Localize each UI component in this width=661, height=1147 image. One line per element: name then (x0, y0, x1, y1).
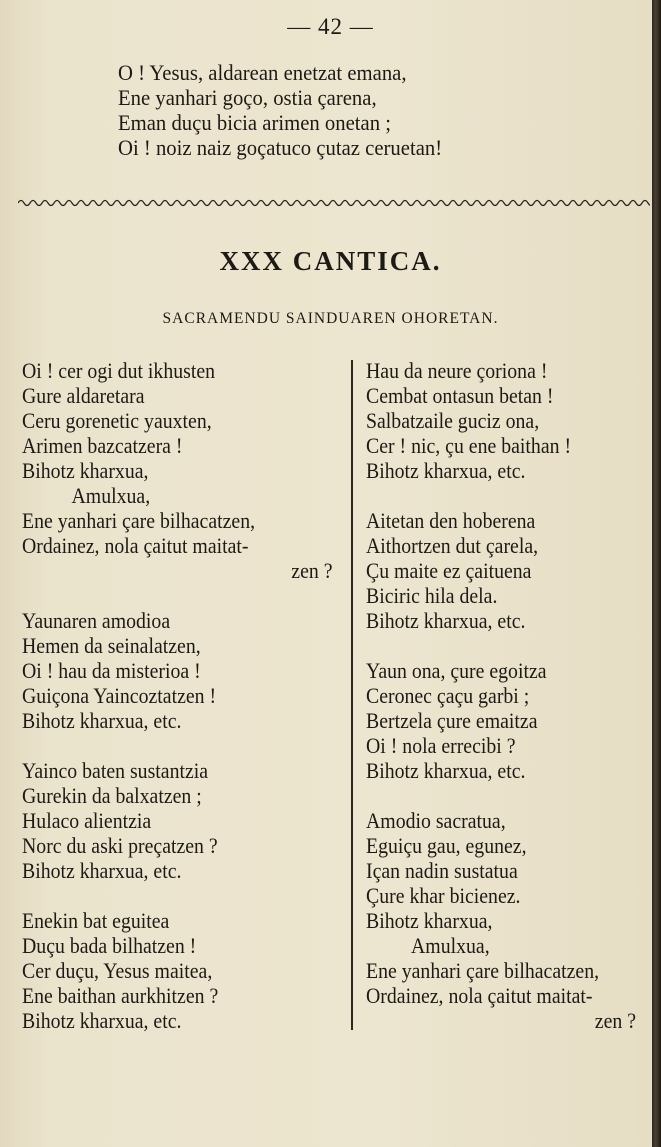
verse-line: Ene yanhari çare bilhacatzen, (366, 958, 600, 983)
stanza-gap (22, 733, 342, 758)
verse-line: Yaun ona, çure egoitza (366, 658, 547, 683)
verse-line: Eguiçu gau, egunez, (366, 833, 527, 858)
intro-line: O ! Yesus, aldarean enetzat emana, (118, 60, 407, 85)
verse-line: Gure aldaretara (22, 383, 145, 408)
verse-line: Guiçona Yaincoztatzen ! (22, 683, 217, 708)
page-edge-shadow (652, 0, 661, 1147)
verse-line: Bihotz kharxua, etc. (366, 758, 526, 783)
verse-line: Hemen da seinalatzen, (22, 633, 201, 658)
verse-line: Bihotz kharxua, etc. (366, 458, 526, 483)
verse-line: Aithortzen dut çarela, (366, 533, 539, 558)
verse-line: Oi ! cer ogi dut ikhusten (22, 358, 216, 383)
verse-line: Gurekin da balxatzen ; (22, 783, 202, 808)
verse-line: Hulaco alientzia (22, 808, 152, 833)
intro-line: Eman duçu bicia arimen onetan ; (118, 110, 392, 135)
verse-line: Ene yanhari çare bilhacatzen, (22, 508, 256, 533)
intro-line: Oi ! noiz naiz goçatuco çutaz ceruetan! (118, 135, 443, 160)
verse-line: Amodio sacratua, (366, 808, 506, 833)
verse-line: Oi ! hau da misterioa ! (22, 658, 201, 683)
verse-line: Ene baithan aurkhitzen ? (22, 983, 219, 1008)
column-divider (351, 360, 353, 1030)
verse-line: Bihotz kharxua, (366, 908, 493, 933)
verse-line: Amulxua, (71, 483, 151, 508)
verse-line: Bihotz kharxua, etc. (366, 608, 526, 633)
verse-line: Ordainez, nola çaitut maitat- (366, 983, 593, 1008)
verse-line: Çure khar bicienez. (366, 883, 521, 908)
verse-line: Amulxua, (411, 933, 490, 958)
verse-line: Duçu bada bilhatzen ! (22, 933, 197, 958)
verse-line: Biciric hila dela. (366, 583, 498, 608)
verse-line: Içan nadin sustatua (366, 858, 518, 883)
verse-line: Cer ! nic, çu ene baithan ! (366, 433, 572, 458)
verse-line: Cer duçu, Yesus maitea, (22, 958, 213, 983)
verse-line: Bihotz kharxua, etc. (22, 1008, 182, 1033)
verse-line: Bihotz kharxua, etc. (22, 708, 182, 733)
hymn-title: XXX CANTICA. (219, 246, 442, 276)
verse-line: Çu maite ez çaituena (366, 558, 532, 583)
verse-line: Bihotz kharxua, (22, 458, 149, 483)
stanza-gap (22, 883, 342, 908)
verse-line: Ordainez, nola çaitut maitat- (22, 533, 249, 558)
verse-line: Oi ! nola errecibi ? (366, 733, 516, 758)
page-number: — 42 — (287, 14, 374, 39)
verse-line: Hau da neure çoriona ! (366, 358, 548, 383)
stanza-gap (366, 483, 652, 508)
intro-stanza (118, 60, 442, 160)
verse-line: Yaunaren amodioa (22, 608, 171, 633)
verse-line: Cembat ontasun betan ! (366, 383, 554, 408)
verse-line: Ceru gorenetic yauxten, (22, 408, 212, 433)
verse-line: Enekin bat eguitea (22, 908, 170, 933)
hymn-subtitle: SACRAMENDU SAINDUAREN OHORETAN. (162, 310, 499, 327)
stanza-gap (366, 783, 652, 808)
right-column (366, 358, 652, 1033)
verse-line: Bihotz kharxua, etc. (22, 858, 182, 883)
verse-line: Norc du aski preçatzen ? (22, 833, 218, 858)
verse-line: Bertzela çure emaitza (366, 708, 538, 733)
stanza-gap (366, 633, 652, 658)
verse-line: Aitetan den hoberena (366, 508, 536, 533)
stanza-gap (22, 583, 342, 608)
verse-line: zen ? (594, 1008, 636, 1033)
verse-line: Salbatzaile guciz ona, (366, 408, 540, 433)
verse-line: Arimen bazcatzera ! (22, 433, 183, 458)
intro-line: Ene yanhari goço, ostia çarena, (118, 85, 377, 110)
verse-line: Ceronec çaçu garbi ; (366, 683, 530, 708)
verse-line: Yainco baten sustantzia (22, 758, 209, 783)
verse-line: zen ? (291, 558, 333, 583)
left-column (22, 358, 342, 1033)
ornamental-rule (18, 196, 650, 210)
